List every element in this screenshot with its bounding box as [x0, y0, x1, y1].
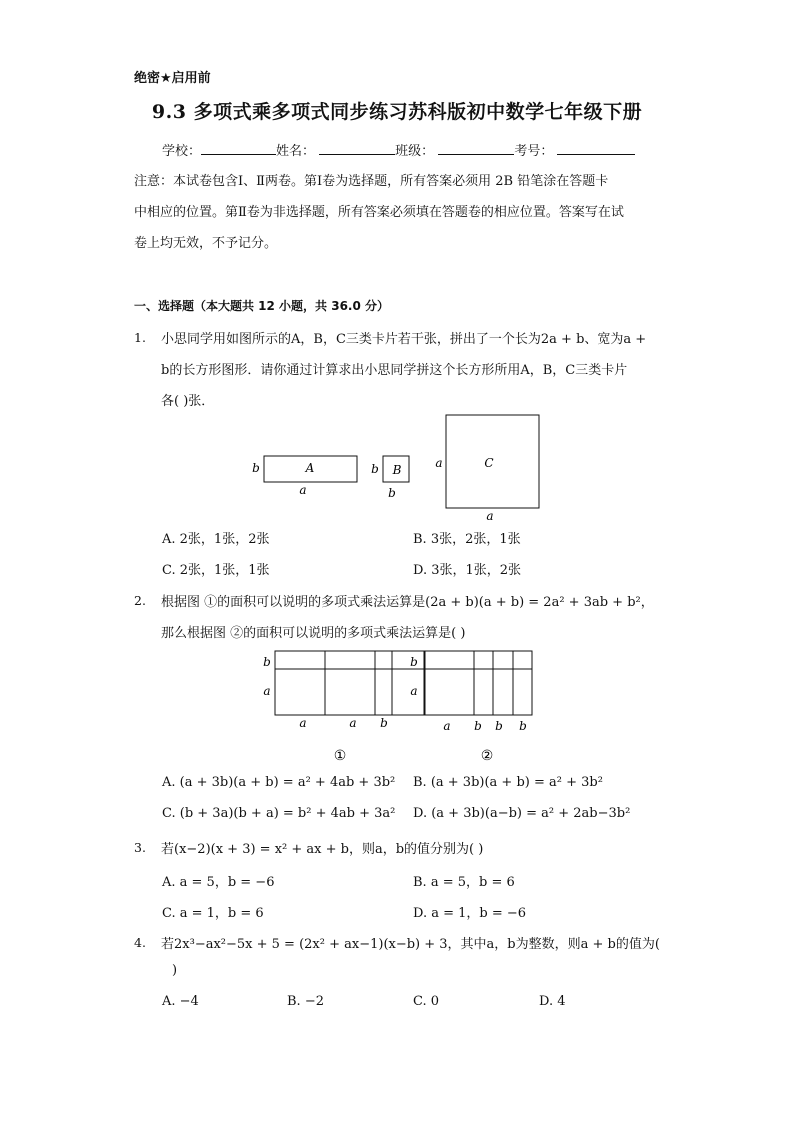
question-2-option-a[interactable]: A. (a + 3b)(a + b) = a² + 4ab + 3b²: [162, 775, 396, 790]
figure-2-caption: ②: [480, 748, 494, 764]
card-b-label: B: [392, 463, 402, 477]
figure-1-caption: ①: [333, 748, 347, 764]
class-label: 班级：: [395, 144, 435, 159]
card-a-label: A: [305, 461, 315, 475]
question-3-option-b[interactable]: B. a = 5，b = 6: [413, 875, 515, 890]
note-line-1: 注意：本试卷包含Ⅰ、Ⅱ两卷。第Ⅰ卷为选择题，所有答案必须用 2B 铅笔涂在答题卡: [134, 174, 609, 189]
question-4-line-2: ): [172, 963, 178, 978]
card-a-side-b: b: [252, 461, 260, 475]
figure-1-label-b: b: [263, 655, 271, 669]
figure-2-label-a: a: [410, 684, 418, 698]
question-1-line-2: b的长方形图形．请你通过计算求出小思同学拼这个长方形所用A，B，C三类卡片: [161, 363, 628, 378]
question-1-figure: [240, 405, 560, 527]
figure-2-bottom-b2: b: [495, 719, 503, 733]
secret-mark: 绝密★启用前: [134, 71, 211, 86]
question-1-option-d[interactable]: D. 3张，1张，2张: [413, 563, 522, 578]
question-1-option-c[interactable]: C. 2张，1张，1张: [162, 563, 270, 578]
figure-2-label-b: b: [410, 655, 418, 669]
question-1-line-3: 各( )张．: [161, 394, 215, 409]
figure-2-bottom-b3: b: [519, 719, 527, 733]
question-4-option-d[interactable]: D. 4: [539, 994, 566, 1009]
card-a-side-a: a: [299, 483, 307, 497]
school-blank[interactable]: [201, 142, 276, 155]
question-2-option-c[interactable]: C. (b + 3a)(b + a) = b² + 4ab + 3a²: [162, 806, 396, 821]
card-b-side-b-left: b: [371, 462, 379, 476]
question-4-number: 4.: [134, 935, 146, 950]
section-heading: 一、选择题（本大题共 12 小题，共 36.0 分）: [134, 299, 390, 313]
question-2-figures: [255, 645, 545, 770]
figure-2-bottom-a: a: [443, 719, 451, 733]
question-2-option-b[interactable]: B. (a + 3b)(a + b) = a² + 3b²: [413, 775, 603, 790]
question-2-option-d[interactable]: D. (a + 3b)(a−b) = a² + 2ab−3b²: [413, 806, 631, 821]
question-4-option-a[interactable]: A. −4: [162, 994, 199, 1009]
question-1-line-1: 小思同学用如图所示的A，B，C三类卡片若干张，拼出了一个长为2a + b、宽为a +: [161, 332, 647, 347]
question-2-line-2: 那么根据图 ②的面积可以说明的多项式乘法运算是( ): [161, 626, 466, 641]
question-3-option-c[interactable]: C. a = 1，b = 6: [162, 906, 264, 921]
figure-1-bottom-b: b: [380, 716, 388, 730]
note-line-2: 中相应的位置。第Ⅱ卷为非选择题，所有答案必须填在答题卷的相应位置。答案写在试: [134, 205, 624, 220]
question-2-number: 2.: [134, 593, 146, 608]
question-2-line-1: 根据图 ①的面积可以说明的多项式乘法运算是(2a + b)(a + b) = 2a² + 3ab + b²，: [161, 595, 654, 610]
card-b-side-b-bottom: b: [388, 486, 396, 500]
exam-no-blank[interactable]: [557, 142, 635, 155]
figure-1-bottom-a2: a: [349, 716, 357, 730]
page-title: 9.3 多项式乘多项式同步练习苏科版初中数学七年级下册: [151, 101, 643, 123]
card-c-side-a-bottom: a: [486, 509, 494, 523]
class-blank[interactable]: [438, 142, 514, 155]
figure-1-bottom-a1: a: [299, 716, 307, 730]
note-line-3: 卷上均无效，不予记分。: [134, 236, 278, 251]
question-3-option-d[interactable]: D. a = 1，b = −6: [413, 906, 527, 921]
figure-1-outline: [275, 651, 425, 715]
school-label: 学校：: [162, 144, 202, 159]
name-label: 姓名：: [276, 144, 316, 159]
student-info-row: [162, 140, 635, 159]
question-4-option-c[interactable]: C. 0: [413, 994, 440, 1009]
figure-1-label-a: a: [263, 684, 271, 698]
card-c-side-a-left: a: [435, 456, 443, 470]
figure-2-outline: [424, 651, 532, 715]
question-3-number: 3.: [134, 840, 146, 855]
question-1-option-b[interactable]: B. 3张，2张，1张: [413, 532, 521, 547]
question-1-option-a[interactable]: A. 2张，1张，2张: [162, 532, 270, 547]
question-1-number: 1.: [134, 330, 146, 345]
figure-2-bottom-b1: b: [474, 719, 482, 733]
question-4-option-b[interactable]: B. −2: [287, 994, 324, 1009]
question-4-line-1: 若2x³−ax²−5x + 5 = (2x² + ax−1)(x−b) + 3，其中a，b为整数，则a + b的值为(: [161, 937, 660, 952]
exam-no-label: 考号：: [514, 144, 554, 159]
question-3-line-1: 若(x−2)(x + 3) = x² + ax + b，则a，b的值分别为( ): [161, 842, 484, 857]
question-3-option-a[interactable]: A. a = 5，b = −6: [162, 875, 275, 890]
card-c-label: C: [484, 456, 494, 470]
name-blank[interactable]: [319, 142, 395, 155]
